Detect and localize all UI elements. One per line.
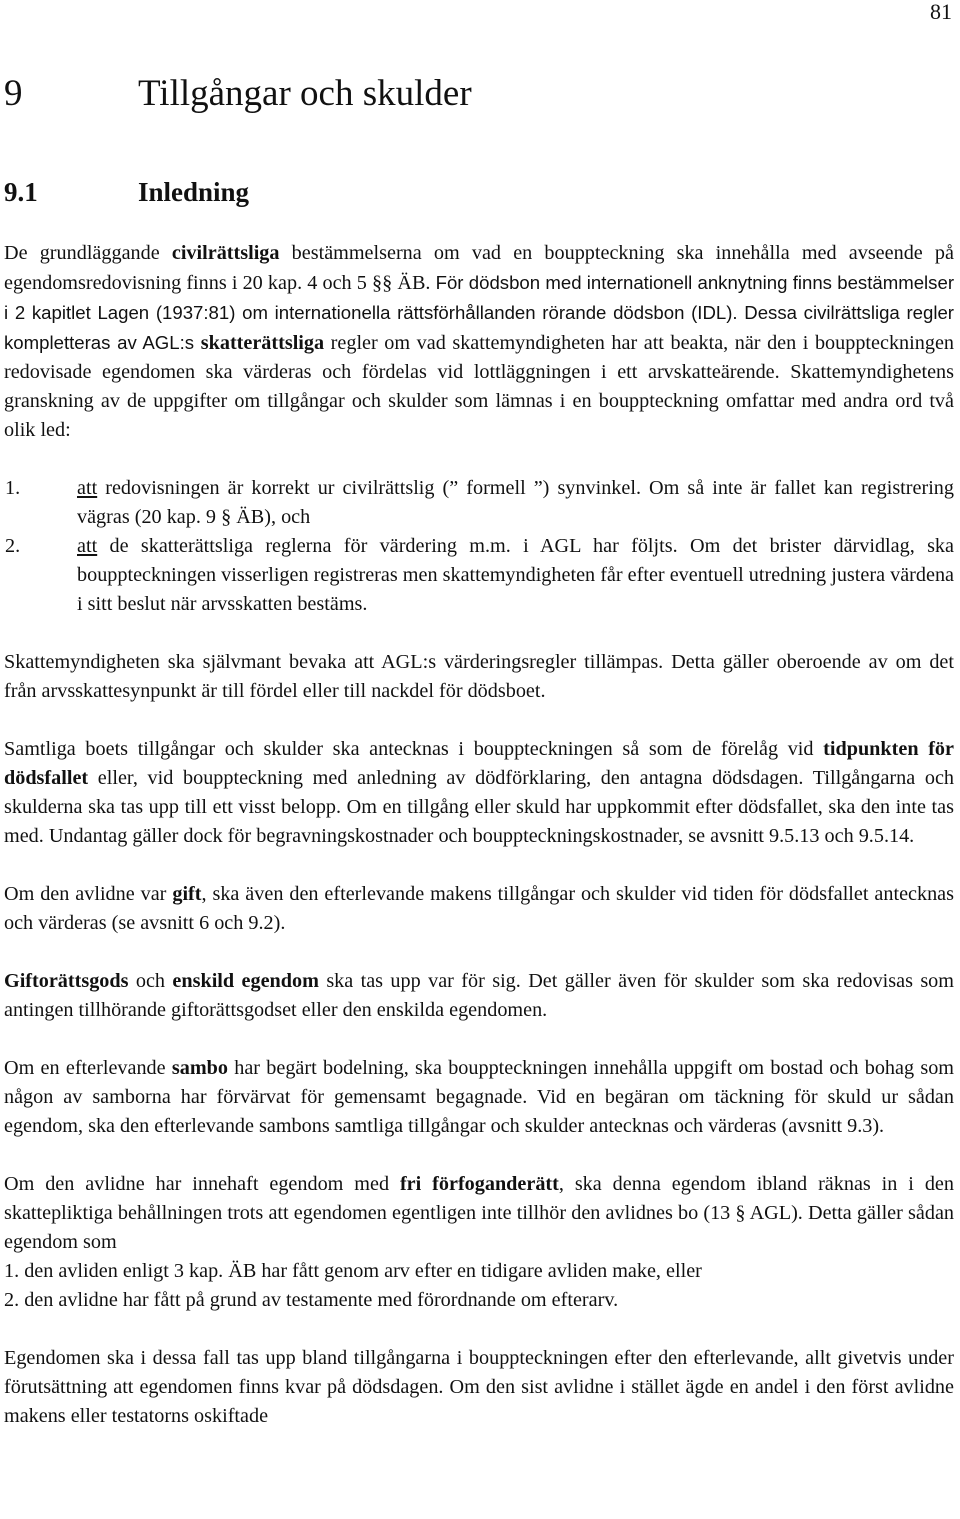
text: de skatterättsliga reglerna för värdering m.m. i AGL har följts. Om det brister därvidlag, ska bouppteckningen visserligen registreras men skattemyndigheten får efter eventuell utredning justera värdena i sitt beslut när arvsskatten bestäms. xyxy=(77,535,954,615)
paragraph-property-types xyxy=(4,967,954,1025)
paragraph-timing xyxy=(4,735,954,851)
underlined-att: att xyxy=(77,477,98,499)
list-content xyxy=(77,532,954,619)
text: redovisningen är korrekt ur civilrättslig (” formell ”) synvinkel. Om så inte är fallet kan registrering vägras (20 kap. 9 § ÄB), och xyxy=(77,477,954,528)
chapter-number: 9 xyxy=(4,73,23,114)
list-content xyxy=(77,474,954,532)
section-number: 9.1 xyxy=(4,177,38,207)
emphasis-fri-forfoganderatt: fri förfoganderätt xyxy=(399,1173,559,1195)
text-sans: För dödsbon med internationell anknytning finns bestämmelser i 2 kapitlet Lagen (1937:81) om internationella rättsförhållanden rörande dödsbon (IDL). Dessa civilrättsliga regler kompletteras av AGL:s xyxy=(4,272,955,353)
text: Om den avlidne har innehaft egendom med xyxy=(4,1173,400,1195)
text: Om den avlidne var xyxy=(4,883,173,905)
emphasis-giftorattsgods: Giftorättsgods xyxy=(4,970,129,992)
text: Skattemyndighetens granskning av de uppgifter om tillgångar och skulder som lämnas i en bouppteckning omfattar med andra ord två olik led: xyxy=(4,361,954,441)
emphasis-sambo: sambo xyxy=(171,1057,228,1079)
list-marker: 2. xyxy=(5,535,21,557)
paragraph-valuation: Skattemyndigheten ska självmant bevaka att AGL:s värderingsregler tillämpas. Detta gäller oberoende av om det från arvsskattesynpunkt är till fördel eller till nackdel för dödsboet. xyxy=(4,651,954,702)
emphasis-enskild-egendom: enskild egendom xyxy=(172,970,319,992)
underlined-att: att xyxy=(77,535,98,557)
text: De grundläggande xyxy=(4,242,172,264)
text: har begärt bodelning, ska bouppteckningen innehålla uppgift om bostad och bohag som någon av samborna har förvärvat för gemensamt begagnade. Vid en begäran om täckning för skuld ur sådan egendom, ska den efterlevande sambons samtliga tillgångar och skulder antecknas och värderas (avsnitt 9.3). xyxy=(4,1057,954,1137)
text: Om en efterlevande xyxy=(4,1057,172,1079)
emphasis-tidpunkten: tidpunkten för dödsfallet xyxy=(4,738,954,789)
list-item xyxy=(4,532,954,619)
paragraph-free-disposal xyxy=(4,1170,954,1257)
text: bestämmelserna om vad en bouppteckning ska innehålla med avseende på egendomsredovisning finns i 20 kap. 4 och 5 §§ ÄB. xyxy=(4,242,954,294)
paragraph-sambo xyxy=(4,1054,954,1141)
text: , ska denna egendom ibland räknas in i den skattepliktiga behållningen trots att egendomen egentligen inte tillhör den avlidnes bo (13 § AGL). Detta gäller sådan egendom som xyxy=(4,1173,954,1253)
inline-list-line: 2. den avlidne har fått på grund av testamente med förordnande om efterarv. xyxy=(4,1289,619,1311)
paragraph-married xyxy=(4,880,954,938)
text: , ska även den efterlevande makens tillgångar och skulder vid tiden för dödsfallet antecknas och värderas (se avsnitt 6 och 9.2). xyxy=(4,883,954,934)
chapter-heading xyxy=(4,72,472,116)
paragraph-property-listing: Egendomen ska i dessa fall tas upp bland tillgångarna i bouppteckningen efter den efterlevande, allt givetvis under förutsättning att egendomen finns kvar på dödsdagen. Om den sist avlidne i stället ägde en andel i den först avlidne makens eller testatorns oskiftade xyxy=(4,1347,954,1427)
section-heading xyxy=(4,175,249,209)
paragraph-intro xyxy=(4,239,954,445)
list-item xyxy=(4,474,954,532)
text: eller, vid bouppteckning med anledning av dödförklaring, den antagna dödsdagen. Tillgångarna och skulderna ska tas upp till ett visst belopp. Om en tillgång eller skuld har uppkommit efter dödsfallet, ska den inte tas med. Undantag gäller dock för begravningskostnader och bouppteckningskostnader, se avsnitt 9.5.13 och 9.5.14. xyxy=(4,767,954,847)
inline-list-line: 1. den avliden enligt 3 kap. ÄB har fått genom arv efter en tidigare avliden make, eller xyxy=(4,1260,702,1282)
page-number: 81 xyxy=(930,0,952,24)
emphasis-civilrattsliga: civilrättsliga xyxy=(171,242,280,264)
section-title: Inledning xyxy=(138,177,250,207)
list-marker: 1. xyxy=(5,477,21,499)
emphasis-gift: gift xyxy=(172,883,202,905)
document-body xyxy=(4,239,954,1431)
text: och xyxy=(128,970,173,992)
text: Samtliga boets tillgångar och skulder ska antecknas i bouppteckningen så som de förelåg vid xyxy=(4,738,824,760)
text: regler om vad skattemyndigheten har att beakta, när den i bouppteckningen redovisade egendomen ska värderas och fördelas vid lottläggningen i ett arvskatteärende. xyxy=(4,332,954,383)
chapter-title: Tillgångar och skulder xyxy=(138,73,472,114)
emphasis-skatterattsliga: skatterättsliga xyxy=(200,332,325,354)
text: ska tas upp var för sig. Det gäller även för skulder som ska redovisas som antingen tillhörande giftorättsgodset eller den enskilda egendomen. xyxy=(4,970,954,1021)
